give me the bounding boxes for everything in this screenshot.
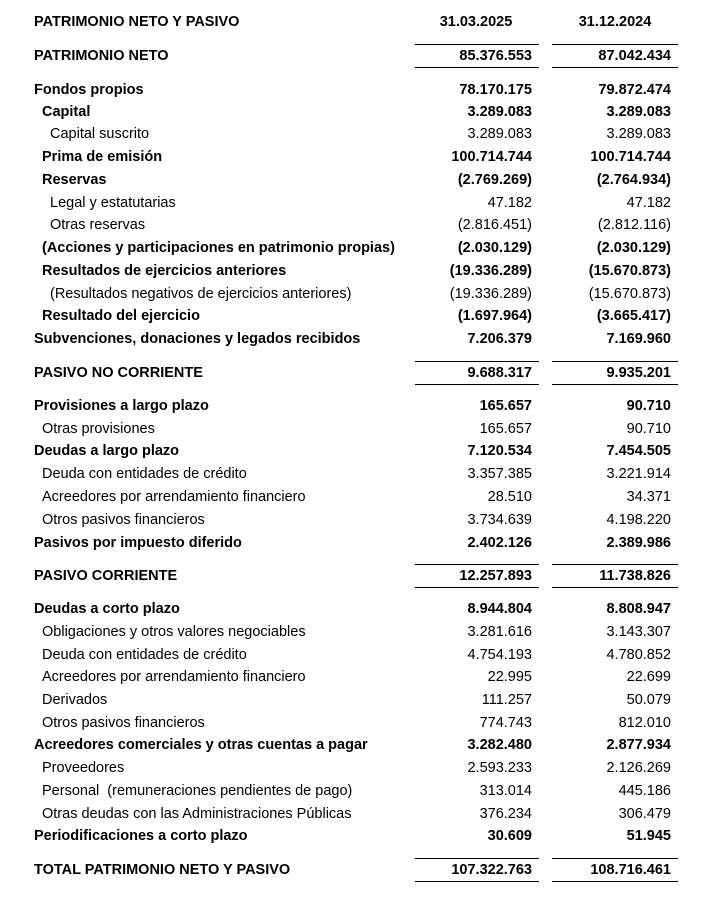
section-rule <box>415 881 539 882</box>
grand-total-row <box>0 859 707 881</box>
row-label: PASIVO CORRIENTE <box>34 568 178 584</box>
value-current: 3.289.083 <box>467 104 532 120</box>
row-label: Otras deudas con las Administraciones Públicas <box>42 806 352 822</box>
value-current: (1.697.964) <box>457 308 532 324</box>
value-prior: 4.198.220 <box>606 512 671 528</box>
table-row <box>0 621 707 643</box>
section-rule <box>415 587 539 588</box>
table-row <box>0 169 707 191</box>
table-row <box>0 666 707 688</box>
table-row <box>0 734 707 756</box>
table-row <box>0 509 707 531</box>
table-row <box>0 395 707 417</box>
value-prior: 306.479 <box>618 806 671 822</box>
table-row <box>0 463 707 485</box>
value-prior: 51.945 <box>626 828 671 844</box>
table-row <box>0 260 707 282</box>
value-current: 47.182 <box>487 195 532 211</box>
table-row <box>0 644 707 666</box>
row-label: Provisiones a largo plazo <box>34 398 209 414</box>
value-current: 313.014 <box>479 783 532 799</box>
value-prior: 812.010 <box>618 715 671 731</box>
table-row <box>0 283 707 305</box>
value-prior: 100.714.744 <box>590 149 671 165</box>
row-label: Pasivos por impuesto diferido <box>34 535 242 551</box>
row-label: Legal y estatutarias <box>50 195 176 211</box>
row-label: Prima de emisión <box>42 149 163 165</box>
value-current: 28.510 <box>487 489 532 505</box>
value-current: 2.402.126 <box>467 535 532 551</box>
table-row <box>0 418 707 440</box>
row-label: Proveedores <box>42 760 125 776</box>
value-prior: (2.030.129) <box>596 240 671 256</box>
table-row <box>0 440 707 462</box>
value-prior: (2.812.116) <box>597 217 671 233</box>
value-current: 774.743 <box>479 715 532 731</box>
value-prior: 3.221.914 <box>606 466 671 482</box>
table-row <box>0 803 707 825</box>
table-row <box>0 79 707 101</box>
row-label: Derivados <box>42 692 108 708</box>
row-label: (Acciones y participaciones en patrimonio propias) <box>42 240 395 256</box>
row-label: Resultados de ejercicios anteriores <box>42 263 287 279</box>
table-row <box>0 689 707 711</box>
section-total-row <box>0 362 707 384</box>
value-current: 165.657 <box>479 421 532 437</box>
value-current: 9.688.317 <box>467 365 532 381</box>
value-current: 3.281.616 <box>467 624 532 640</box>
value-current: 22.995 <box>487 669 532 685</box>
value-current: (19.336.289) <box>449 286 532 302</box>
row-label: Capital suscrito <box>50 126 150 142</box>
row-label: Obligaciones y otros valores negociables <box>42 624 306 640</box>
row-label: PATRIMONIO NETO <box>34 48 169 64</box>
value-prior: (3.665.417) <box>596 308 671 324</box>
section-total-row <box>0 565 707 587</box>
value-current: 376.234 <box>479 806 532 822</box>
value-current: 107.322.763 <box>451 862 532 878</box>
table-row <box>0 598 707 620</box>
value-prior: 3.143.307 <box>606 624 671 640</box>
value-prior: 34.371 <box>626 489 671 505</box>
value-current: 78.170.175 <box>459 82 532 98</box>
value-prior: 2.877.934 <box>606 737 671 753</box>
row-label: Otros pasivos financieros <box>42 715 205 731</box>
row-label: Personal (remuneraciones pendientes de pago) <box>42 783 353 799</box>
section-total-row <box>0 45 707 67</box>
value-current: 165.657 <box>479 398 532 414</box>
row-label: Otras provisiones <box>42 421 155 437</box>
value-prior: (15.670.873) <box>588 263 671 279</box>
value-prior: 11.738.826 <box>599 568 671 584</box>
row-label: TOTAL PATRIMONIO NETO Y PASIVO <box>34 862 291 878</box>
row-label: Resultado del ejercicio <box>42 308 200 324</box>
value-prior: 87.042.434 <box>598 48 671 64</box>
table-row <box>0 532 707 554</box>
value-prior: 50.079 <box>626 692 671 708</box>
value-prior: 3.289.083 <box>606 126 671 142</box>
row-label: Periodificaciones a corto plazo <box>34 828 248 844</box>
row-label: Capital <box>42 104 91 120</box>
table-row <box>0 328 707 350</box>
value-current: (2.030.129) <box>457 240 532 256</box>
section-rule <box>552 881 678 882</box>
value-prior: 7.169.960 <box>606 331 671 347</box>
table-row <box>0 780 707 802</box>
row-label: Deudas a corto plazo <box>34 601 180 617</box>
row-label: Otras reservas <box>50 217 146 233</box>
table-row <box>0 712 707 734</box>
value-current: 3.289.083 <box>467 126 532 142</box>
row-label: Subvenciones, donaciones y legados recibidos <box>34 331 361 347</box>
row-label: Fondos propios <box>34 82 144 98</box>
table-row <box>0 825 707 847</box>
value-prior: (2.764.934) <box>596 172 671 188</box>
row-label: PASIVO NO CORRIENTE <box>34 365 203 381</box>
table-row <box>0 486 707 508</box>
table-row <box>0 305 707 327</box>
column-header-current: 31.03.2025 <box>439 14 513 30</box>
section-rule <box>415 384 539 385</box>
value-prior: 7.454.505 <box>606 443 671 459</box>
value-current: 3.282.480 <box>467 737 532 753</box>
value-current: 30.609 <box>487 828 532 844</box>
row-label: Acreedores por arrendamiento financiero <box>42 489 306 505</box>
section-rule <box>415 67 539 68</box>
value-current: 100.714.744 <box>451 149 532 165</box>
value-current: 7.120.534 <box>467 443 532 459</box>
value-current: 4.754.193 <box>467 647 532 663</box>
value-prior: 108.716.461 <box>590 862 671 878</box>
value-current: (19.336.289) <box>449 263 532 279</box>
value-prior: 4.780.852 <box>606 647 671 663</box>
value-current: 3.734.639 <box>467 512 532 528</box>
value-current: 3.357.385 <box>467 466 532 482</box>
value-current: 2.593.233 <box>467 760 532 776</box>
value-prior: 90.710 <box>626 398 671 414</box>
value-prior: 2.389.986 <box>606 535 671 551</box>
table-header <box>0 11 707 33</box>
value-prior: 3.289.083 <box>606 104 671 120</box>
value-prior: 8.808.947 <box>606 601 671 617</box>
row-label: Reservas <box>42 172 107 188</box>
table-row <box>0 237 707 259</box>
row-label: (Resultados negativos de ejercicios anteriores) <box>50 286 352 302</box>
value-prior: 22.699 <box>626 669 671 685</box>
table-row <box>0 123 707 145</box>
value-current: 111.257 <box>481 692 532 708</box>
section-rule <box>552 67 678 68</box>
value-current: 7.206.379 <box>467 331 532 347</box>
table-row <box>0 757 707 779</box>
value-current: 12.257.893 <box>459 568 532 584</box>
row-label: Otros pasivos financieros <box>42 512 205 528</box>
row-label: Deuda con entidades de crédito <box>42 466 247 482</box>
row-label: Deuda con entidades de crédito <box>42 647 247 663</box>
table-row <box>0 192 707 214</box>
section-rule <box>552 587 678 588</box>
value-prior: 2.126.269 <box>606 760 671 776</box>
value-prior: (15.670.873) <box>588 286 671 302</box>
value-prior: 90.710 <box>626 421 671 437</box>
row-label: Acreedores comerciales y otras cuentas a pagar <box>34 737 368 753</box>
value-current: (2.769.269) <box>457 172 532 188</box>
table-row <box>0 101 707 123</box>
value-prior: 79.872.474 <box>598 82 671 98</box>
value-current: (2.816.451) <box>457 217 532 233</box>
table-row <box>0 214 707 236</box>
value-prior: 47.182 <box>626 195 671 211</box>
table-row <box>0 146 707 168</box>
row-label: Acreedores por arrendamiento financiero <box>42 669 306 685</box>
value-current: 8.944.804 <box>467 601 532 617</box>
column-header-prior: 31.12.2024 <box>578 14 652 30</box>
value-prior: 9.935.201 <box>606 365 671 381</box>
row-label: Deudas a largo plazo <box>34 443 180 459</box>
value-prior: 445.186 <box>618 783 671 799</box>
table-title: PATRIMONIO NETO Y PASIVO <box>34 14 240 30</box>
section-rule <box>552 384 678 385</box>
value-current: 85.376.553 <box>459 48 532 64</box>
